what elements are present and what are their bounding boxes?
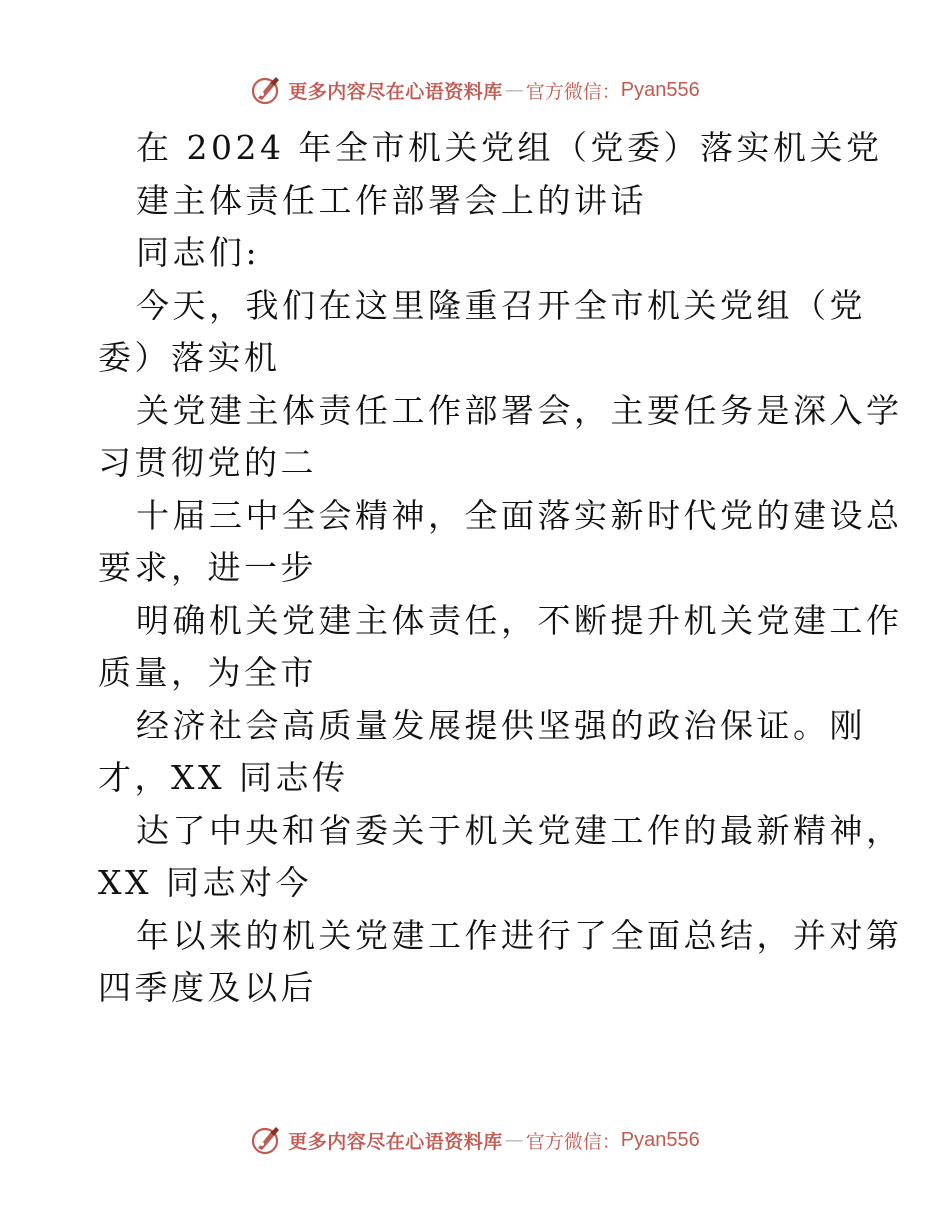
document-body [98, 122, 903, 1015]
footer-banner [0, 1120, 950, 1160]
pen-logo-icon [250, 74, 282, 106]
paragraph-line: 质量，为全市 [98, 653, 317, 692]
paragraph-line: 明确机关党建主体责任，不断提升机关党建工作 [136, 600, 903, 640]
paragraph-line: 才，XX 同志传 [98, 758, 349, 797]
banner-wechat-label: 官方微信： [525, 1130, 621, 1153]
paragraph-line: XX 同志对今 [98, 863, 312, 902]
paragraph-line: 四季度及以后 [98, 968, 317, 1007]
paragraph-line: 年以来的机关党建工作进行了全面总结，并对第 [136, 915, 903, 955]
title-line-2: 建主体责任工作部署会上的讲话 [136, 180, 647, 220]
banner-wechat-id: Pyan556 [620, 1128, 700, 1151]
banner-separator: — [504, 1129, 524, 1151]
paragraph-line: 经济社会高质量发展提供坚强的政治保证。刚 [136, 705, 866, 745]
paragraph-line: 关党建主体责任工作部署会，主要任务是深入学 [136, 390, 903, 430]
paragraph-line: 达了中央和省委关于机关党建工作的最新精神， [136, 810, 903, 850]
title-line-1: 在 2024 年全市机关党组（党委）落实机关党 [136, 128, 883, 167]
banner-wechat-label: 官方微信： [525, 80, 621, 103]
paragraph-line: 十届三中全会精神，全面落实新时代党的建设总 [136, 495, 903, 535]
banner-promo-text: 更多内容尽在心语资料库 [288, 1130, 503, 1153]
paragraph-line: 习贯彻党的二 [98, 443, 317, 482]
header-banner [0, 70, 950, 110]
salutation: 同志们: [136, 233, 261, 272]
paragraph-line: 今天，我们在这里隆重召开全市机关党组（党 [136, 285, 866, 325]
paragraph-line: 要求，进一步 [98, 548, 317, 587]
banner-promo-text: 更多内容尽在心语资料库 [288, 80, 503, 103]
pen-logo-icon [250, 1124, 282, 1156]
paragraph-line: 委）落实机 [98, 338, 281, 377]
banner-separator: — [504, 79, 524, 101]
banner-wechat-id: Pyan556 [620, 78, 700, 101]
